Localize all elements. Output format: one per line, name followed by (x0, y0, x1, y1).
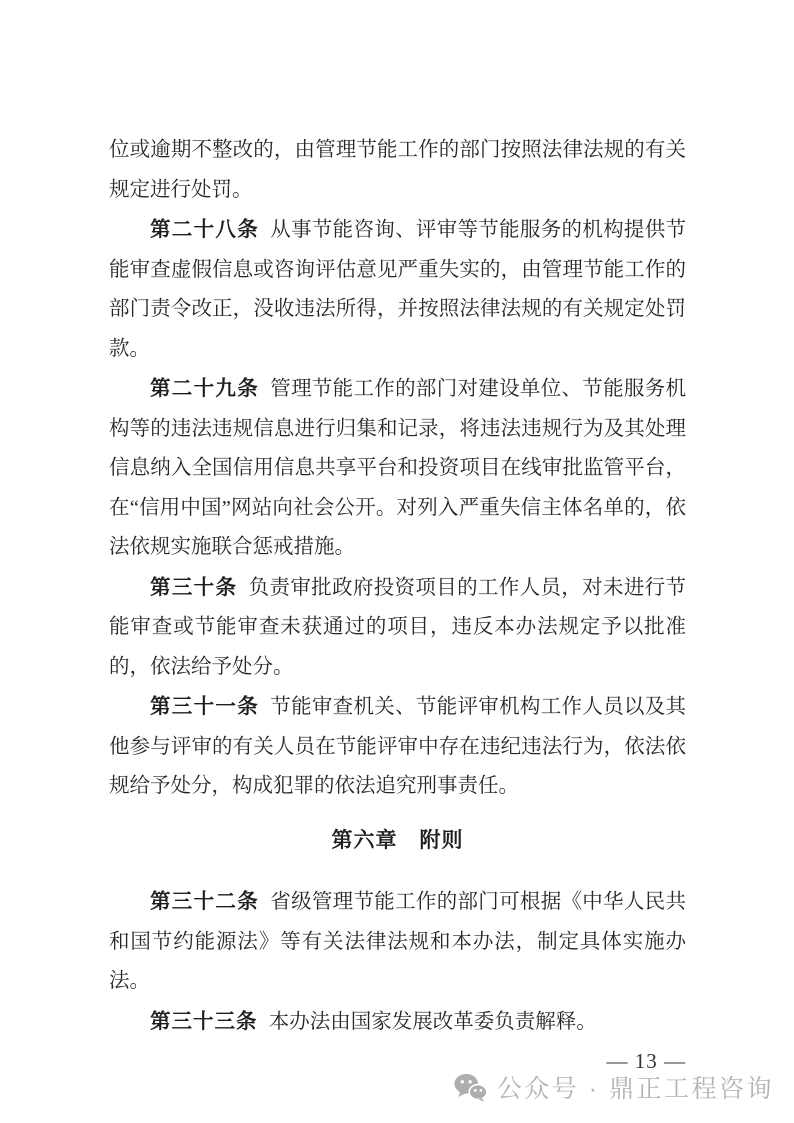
article-label: 第二十八条 (150, 218, 260, 241)
article-paragraph-31 (109, 687, 686, 807)
watermark-label: 公众号 · 鼎正工程咨询 (496, 1075, 774, 1103)
article-text: 节能审查机关、节能评审机构工作人员以及其他参与评审的有关人员在节能评审中存在违纪违法行为，依法依规给予处分，构成犯罪的依法追究刑事责任。 (109, 696, 687, 797)
chapter-heading: 第六章 附则 (331, 828, 464, 852)
document-body (109, 131, 686, 1082)
continuation-paragraph: 位或逾期不整改的，由管理节能工作的部门按照法律法规的有关规定进行处罚。 (109, 139, 686, 201)
article-text: 从事节能咨询、评审等节能服务的机构提供节能审查虚假信息或咨询评估意见严重失实的，由管理节能工作的部门责令改正，没收违法所得，并按照法律法规的有关规定处罚款。 (109, 219, 687, 360)
watermark (454, 1069, 774, 1105)
article-paragraph-29 (109, 369, 686, 568)
article-paragraph-33 (109, 1002, 686, 1043)
page-number: — 13 — (606, 1049, 686, 1073)
article-label: 第三十条 (150, 575, 238, 599)
article-label: 第三十二条 (150, 890, 260, 913)
article-text: 负责审批政府投资项目的工作人员，对未进行节能审查或节能审查未获通过的项目，违反本办法规定予以批准的，依法给予处分。 (109, 576, 687, 678)
article-text: 省级管理节能工作的部门可根据《中华人民共和国节约能源法》等有关法律法规和本办法，制定具体实施办法。 (109, 891, 687, 992)
article-paragraph-28 (109, 210, 686, 369)
article-text: 管理节能工作的部门对建设单位、节能服务机构等的违法违规信息进行归集和记录，将违法违规行为及其处理信息纳入全国信用信息共享平台和投资项目在线审批监管平台，在“信用中国”网站向社会公开。对列入严重失信主体名单的，依法依规实施联合惩戒措施。 (109, 378, 687, 558)
article-paragraph-30 (109, 568, 686, 688)
article-paragraph-32 (109, 882, 686, 1002)
article-label: 第三十一条 (150, 695, 260, 718)
article-text: 本办法由国家发展改革委负责解释。 (268, 1010, 597, 1033)
wechat-icon (454, 1073, 487, 1102)
article-label: 第三十三条 (150, 1009, 258, 1033)
article-label: 第二十九条 (150, 377, 260, 400)
